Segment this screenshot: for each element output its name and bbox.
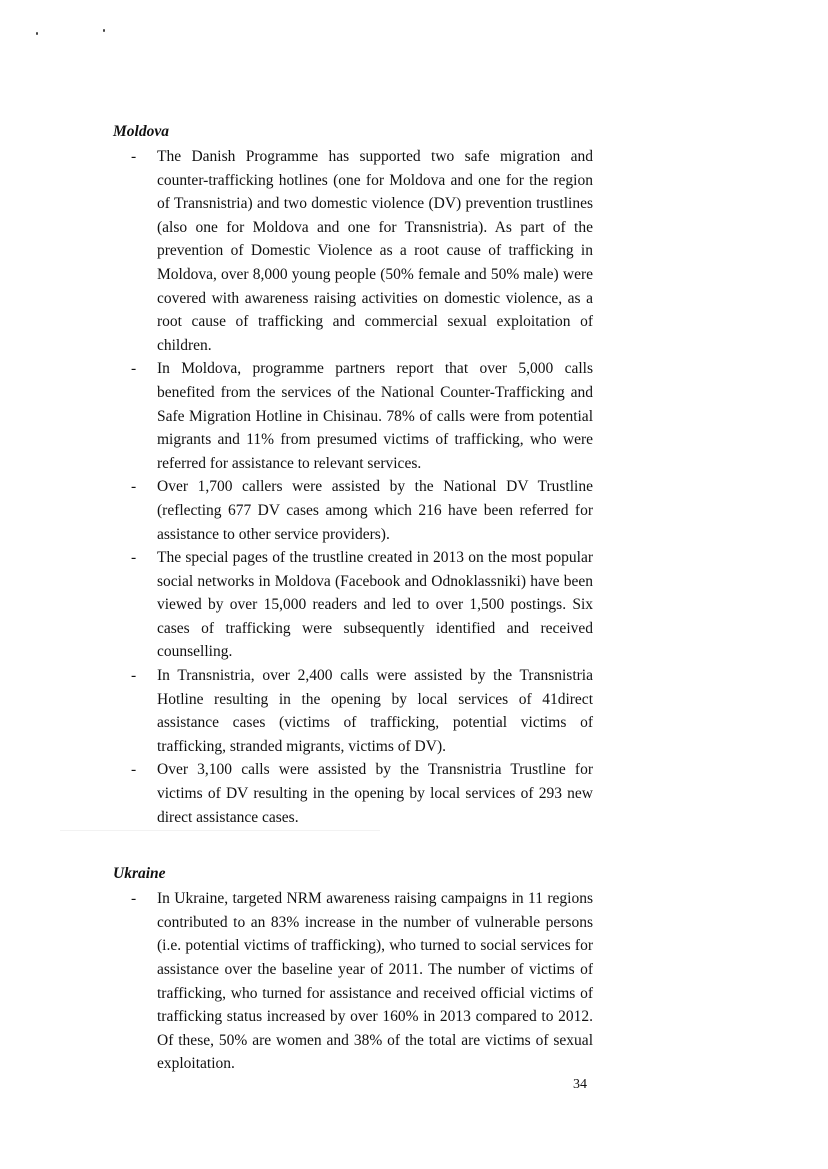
bullet-dash: -	[131, 549, 137, 567]
list-item-text: In Moldova, programme partners report that over 5,000 calls benefited from the services of the National Counter-Trafficking and Safe Migration Hotline in Chisinau. 78% of calls were from potential migrants and 11% from presumed victims of trafficking, who were referred for assistance to relevant services.	[157, 360, 593, 472]
list-item	[113, 475, 593, 546]
page-number: 34	[573, 1077, 587, 1092]
list-item	[113, 664, 593, 758]
bullet-dash: -	[131, 761, 137, 779]
section-moldova	[113, 120, 593, 829]
bullet-list	[113, 887, 593, 1076]
bullet-list	[113, 145, 593, 829]
list-item	[113, 357, 593, 475]
section-title: Ukraine	[113, 865, 166, 883]
section-ukraine	[113, 862, 593, 1076]
list-item	[113, 145, 593, 357]
list-item-text: In Transnistria, over 2,400 calls were assisted by the Transnistria Hotline resulting in the opening by local services of 41direct assistance cases (victims of trafficking, potential victims of trafficking, stranded migrants, victims of DV).	[157, 667, 593, 755]
bullet-dash: -	[131, 360, 137, 378]
list-item-text: Over 3,100 calls were assisted by the Transnistria Trustline for victims of DV resulting in the opening by local services of 293 new direct assistance cases.	[157, 761, 593, 826]
page-body	[113, 120, 593, 1076]
section-title: Moldova	[113, 123, 169, 140]
scan-mark	[103, 29, 105, 32]
list-item	[113, 887, 593, 1076]
list-item	[113, 758, 593, 829]
bullet-dash: -	[131, 478, 137, 496]
list-item	[113, 546, 593, 664]
list-item-text: The special pages of the trustline created in 2013 on the most popular social networks in Moldova (Facebook and Odnoklassniki) have been viewed by over 15,000 readers and led to over 1,500 postings. Six cases of trafficking were subsequently identified and received counselling.	[157, 549, 593, 661]
list-item-text: Over 1,700 callers were assisted by the National DV Trustline (reflecting 677 DV cases among which 216 have been referred for assistance to other service providers).	[157, 478, 593, 543]
list-item-text: The Danish Programme has supported two safe migration and counter-trafficking hotlines (one for Moldova and one for the region of Transnistria) and two domestic violence (DV) prevention trustlines (also one for Moldova and one for Transnistria). As part of the prevention of Domestic Violence as a root cause of trafficking in Moldova, over 8,000 young people (50% female and 50% male) were covered with awareness raising activities on domestic violence, as a root cause of trafficking and commercial sexual exploitation of children.	[157, 148, 593, 354]
bullet-dash: -	[131, 148, 137, 165]
bullet-dash: -	[131, 667, 137, 685]
scan-mark	[36, 32, 38, 35]
section-spacer	[113, 829, 593, 862]
bullet-dash: -	[131, 890, 137, 908]
list-item-text: In Ukraine, targeted NRM awareness raising campaigns in 11 regions contributed to an 83% increase in the number of vulnerable persons (i.e. potential victims of trafficking), who turned to social services for assistance over the baseline year of 2011. The number of victims of trafficking, who turned for assistance and received official victims of trafficking status increased by over 160% in 2013 compared to 2012. Of these, 50% are women and 38% of the total are victims of sexual exploitation.	[157, 890, 593, 1073]
